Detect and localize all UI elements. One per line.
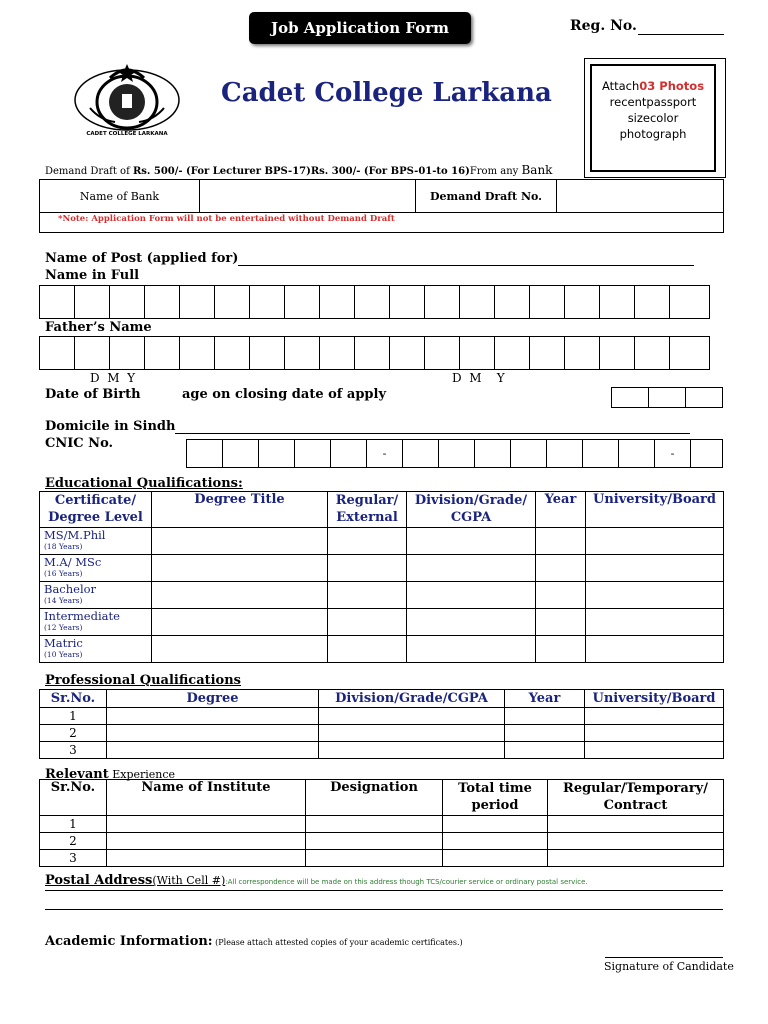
logo-text: CADET COLLEGE LARKANA bbox=[86, 131, 168, 137]
form-title: Job Application Form bbox=[249, 12, 471, 44]
postal-line-2[interactable] bbox=[45, 909, 723, 910]
demand-draft-note: *Note: Application Form will not be entertained without Demand Draft bbox=[58, 214, 395, 224]
photo-box bbox=[584, 58, 726, 178]
post-field[interactable] bbox=[238, 265, 694, 266]
name-label: Name in Full bbox=[45, 268, 140, 283]
father-boxes[interactable] bbox=[39, 336, 710, 370]
edu-row-level: Intermediate (12 Years) bbox=[40, 609, 152, 636]
experience-title: Relevant Experience bbox=[45, 767, 176, 782]
dd-no-field[interactable] bbox=[557, 180, 723, 213]
cnic-label: CNIC No. bbox=[45, 436, 114, 451]
photo-attach: Attach bbox=[601, 79, 640, 93]
cnic-boxes[interactable]: - - bbox=[186, 439, 723, 468]
reg-no-field[interactable] bbox=[638, 34, 724, 35]
dd-no-label: Demand Draft No. bbox=[416, 180, 557, 213]
postal-address-label: Postal Address(With Cell #):All correspondence will be made on this address though TCS/courier service or ordinary postal service. bbox=[45, 873, 588, 888]
photo-line2: recentpassport bbox=[609, 95, 697, 109]
education-table: Certificate/ Degree Level Degree Title Regular/ External Division/Grade/ CGPA Year University/Board MS/M.Phil (18 Years) M.A/ MSc (16 Years) Bachelor (14 Years) Intermediate (12 Years) Matric (10 Years) bbox=[39, 491, 724, 663]
age-boxes[interactable] bbox=[611, 387, 723, 408]
age-dmy: D M Y bbox=[452, 371, 505, 385]
edu-row-level: M.A/ MSc (16 Years) bbox=[40, 555, 152, 582]
name-boxes[interactable] bbox=[39, 285, 710, 319]
edu-row-level: Matric (10 Years) bbox=[40, 636, 152, 663]
edu-row-level: MS/M.Phil (18 Years) bbox=[40, 528, 152, 555]
academic-info-label: Academic Information: (Please attach attested copies of your academic certificates.) bbox=[45, 934, 463, 949]
photo-line4: photograph bbox=[619, 127, 687, 141]
postal-line-1[interactable] bbox=[45, 890, 723, 891]
bank-table bbox=[39, 179, 724, 233]
domicile-field[interactable] bbox=[175, 433, 690, 434]
college-logo bbox=[70, 58, 185, 140]
photo-line3: sizecolor bbox=[627, 111, 679, 125]
bank-name-field[interactable] bbox=[200, 180, 416, 213]
father-label: Father’s Name bbox=[45, 320, 152, 335]
professional-table: Sr.No. Degree Division/Grade/CGPA Year University/Board 1 2 3 bbox=[39, 689, 724, 759]
signature-field[interactable] bbox=[605, 957, 723, 958]
education-title: Educational Qualifications: bbox=[45, 476, 243, 491]
bank-name-label: Name of Bank bbox=[40, 180, 200, 213]
demand-draft-text: Demand Draft of Rs. 500/- (For Lecturer BPS-17)Rs. 300/- (For BPS-01-to 16)From any Bank bbox=[45, 163, 553, 177]
professional-title: Professional Qualifications bbox=[45, 673, 241, 688]
photo-count: 03 Photos bbox=[639, 79, 705, 93]
age-label: age on closing date of apply bbox=[182, 387, 387, 402]
college-name: Cadet College Larkana bbox=[221, 78, 552, 108]
dob-label: Date of Birth bbox=[45, 387, 141, 402]
edu-row-level: Bachelor (14 Years) bbox=[40, 582, 152, 609]
post-label: Name of Post (applied for) bbox=[45, 251, 239, 266]
reg-no-label: Reg. No. bbox=[570, 18, 637, 34]
signature-label: Signature of Candidate bbox=[604, 960, 734, 973]
domicile-label: Domicile in Sindh bbox=[45, 419, 176, 434]
dob-dmy: D M Y bbox=[90, 371, 136, 385]
experience-table: Sr.No. Name of Institute Designation Total time period Regular/Temporary/ Contract 1 2 3 bbox=[39, 779, 724, 867]
